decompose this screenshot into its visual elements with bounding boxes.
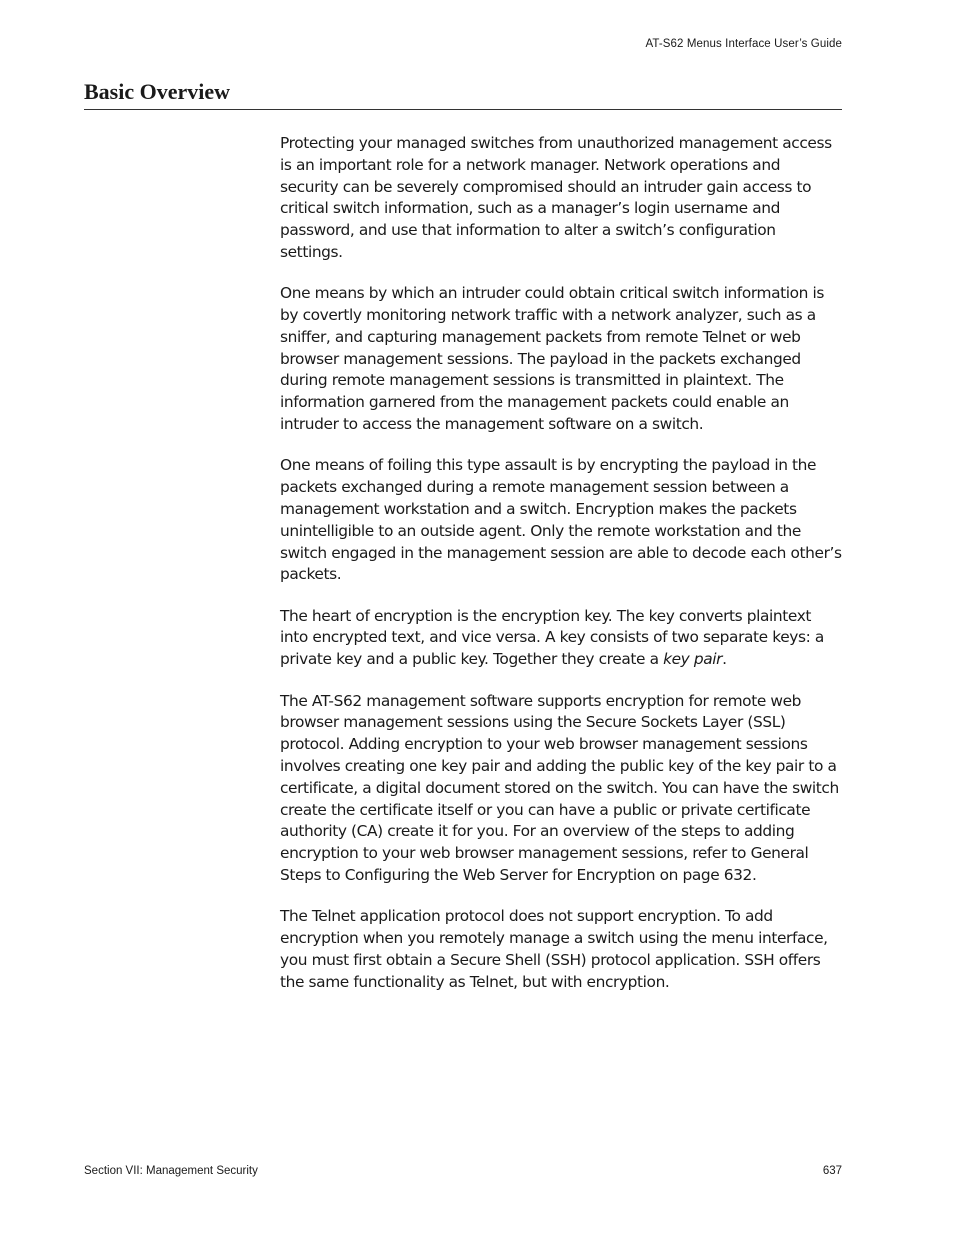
paragraph-2: One means by which an intruder could obtain critical switch information is by covertly monitoring network traffic with a network analyzer, such as a sniffer, and capturing management packets from remote Telnet or web browser management sessions. The payload in the packets exchanged during remote management sessions is transmitted in plaintext. The information garnered from the management packets could enable an intruder to access the management software on a switch. bbox=[280, 284, 824, 434]
paragraph-4 bbox=[280, 606, 842, 671]
title-rule bbox=[84, 109, 842, 110]
key-pair-term: key pair bbox=[663, 650, 723, 669]
paragraph-4-tail: . bbox=[722, 650, 727, 669]
paragraph-6: The Telnet application protocol does not support encryption. To add encryption when you remotely manage a switch using the menu interface, you must first obtain a Secure Shell (SSH) protocol application. SSH offers the same functionality as Telnet, but with encryption. bbox=[280, 907, 828, 991]
footer-page-number: 637 bbox=[822, 1165, 842, 1177]
footer-section-label: Section VII: Management Security bbox=[84, 1165, 258, 1177]
body-text bbox=[280, 133, 842, 1013]
paragraph-4-text: The heart of encryption is the encryption key. The key converts plaintext into encrypted text, and vice versa. A key consists of two separate keys: a private key and a public key. Together they create a bbox=[280, 606, 824, 669]
paragraph-1: Protecting your managed switches from unauthorized management access is an important role for a network manager. Network operations and security can be severely compromised should an intruder gain access to critical switch information, such as a manager’s login username and password, and use that information to alter a switch’s configuration settings. bbox=[280, 134, 832, 261]
paragraph-3: One means of foiling this type assault is by encrypting the payload in the packets exchanged during a remote management session between a management workstation and a switch. Encryption makes the packets unintelligible to an outside agent. Only the remote workstation and the switch engaged in the management session are able to decode each other’s packets. bbox=[280, 456, 842, 584]
running-header: AT-S62 Menus Interface User’s Guide bbox=[645, 38, 842, 50]
paragraph-5: The AT-S62 management software supports encryption for remote web browser management sessions using the Secure Sockets Layer (SSL) protocol. Adding encryption to your web browser management sessions involves creating one key pair and adding the public key of the key pair to a certificate, a digital document stored on the switch. You can have the switch create the certificate itself or you can have a public or private certificate authority (CA) create it for you. For an overview of the steps to adding encryption to your web browser management sessions, refer to General Steps to Configuring the Web Server for Encryption on page 632. bbox=[280, 691, 839, 884]
section-title: Basic Overview bbox=[84, 79, 231, 104]
